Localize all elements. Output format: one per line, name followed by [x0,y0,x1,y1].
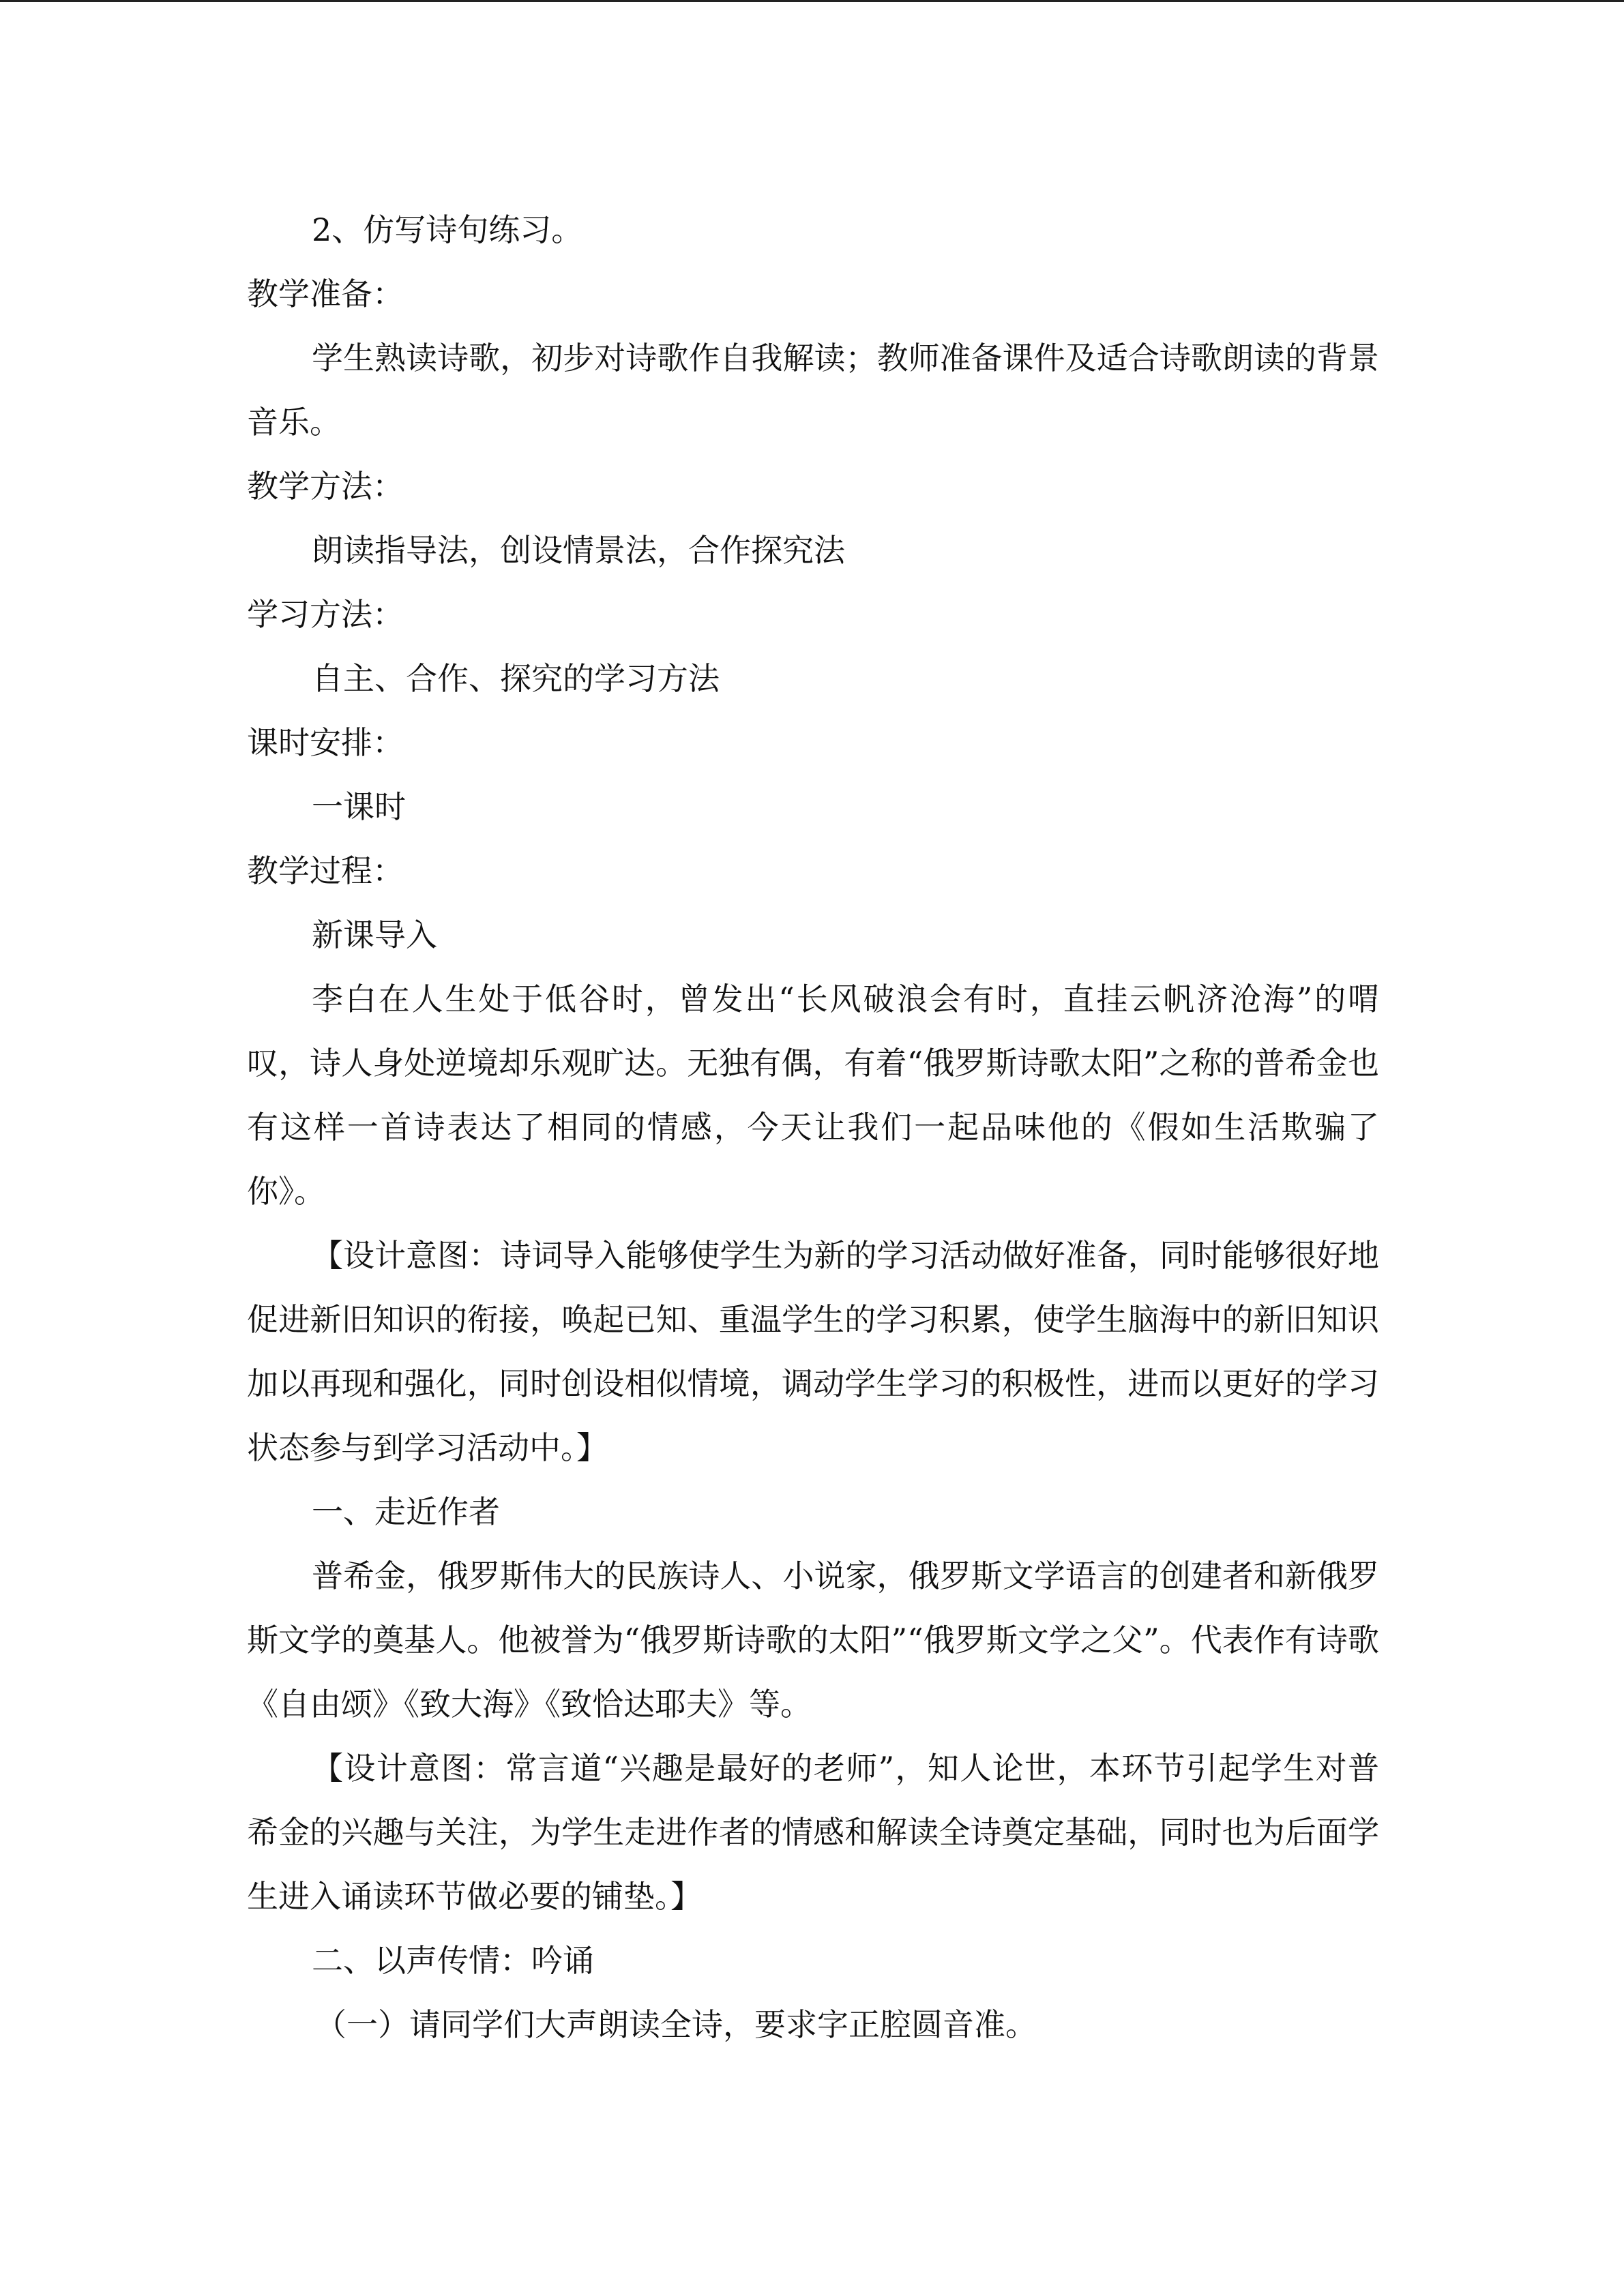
design-intent-introduction: 【设计意图：诗词导入能够使学生为新的学习活动做好准备，同时能够很好地促进新旧知识的衔接，唤起已知、重温学生的学习积累，使学生脑海中的新旧知识加以再现和强化，同时创设相似情境，调动学生学习的积极性，进而以更好的学习状态参与到学习活动中。】 [247,1237,1379,1466]
paragraph-teaching-preparation: 学生熟读诗歌，初步对诗歌作自我解读；教师准备课件及适合诗歌朗读的背景音乐。 [247,340,1379,441]
recitation-step-1: （一）请同学们大声朗读全诗，要求字正腔圆音准。 [315,2006,1037,2043]
subheading-introduction: 新课导入 [312,916,437,953]
design-intent-author: 【设计意图：常言道“兴趣是最好的老师”，知人论世，本环节引起学生对普希金的兴趣与关注，为学生走进作者的情感和解读全诗奠定基础，同时也为后面学生进入诵读环节做必要的铺垫。】 [247,1750,1379,1915]
paragraph-learning-method: 自主、合作、探究的学习方法 [312,660,720,697]
exercise-item-2: 2、仿写诗句练习。 [312,211,583,248]
section-heading-recitation: 二、以声传情：吟诵 [312,1942,594,1979]
paragraph-introduction: 李白在人生处于低谷时，曾发出“长风破浪会有时，直挂云帆济沧海”的喟叹，诗人身处逆境却乐观旷达。无独有偶，有着“俄罗斯诗歌太阳”之称的普希金也有这样一首诗表达了相同的情感，今天让我们一起品味他的《假如生活欺骗了你》。 [247,981,1379,1210]
page-top-border [0,0,1624,2]
paragraph-class-hours: 一课时 [312,788,406,825]
heading-class-hours: 课时安排： [247,724,404,761]
heading-teaching-process: 教学过程： [247,852,404,889]
section-heading-author: 一、走近作者 [312,1493,500,1530]
paragraph-teaching-method: 朗读指导法，创设情景法，合作探究法 [312,532,845,569]
paragraph-author: 普希金，俄罗斯伟大的民族诗人、小说家，俄罗斯文学语言的创建者和新俄罗斯文学的奠基人。他被誉为“俄罗斯诗歌的太阳”“俄罗斯文学之父”。代表作有诗歌《自由颂》《致大海》《致恰达耶夫》等。 [247,1557,1379,1723]
document-body [247,198,1379,2057]
heading-teaching-method: 教学方法： [247,468,404,505]
heading-teaching-preparation: 教学准备： [247,275,404,312]
heading-learning-method: 学习方法： [247,596,404,633]
